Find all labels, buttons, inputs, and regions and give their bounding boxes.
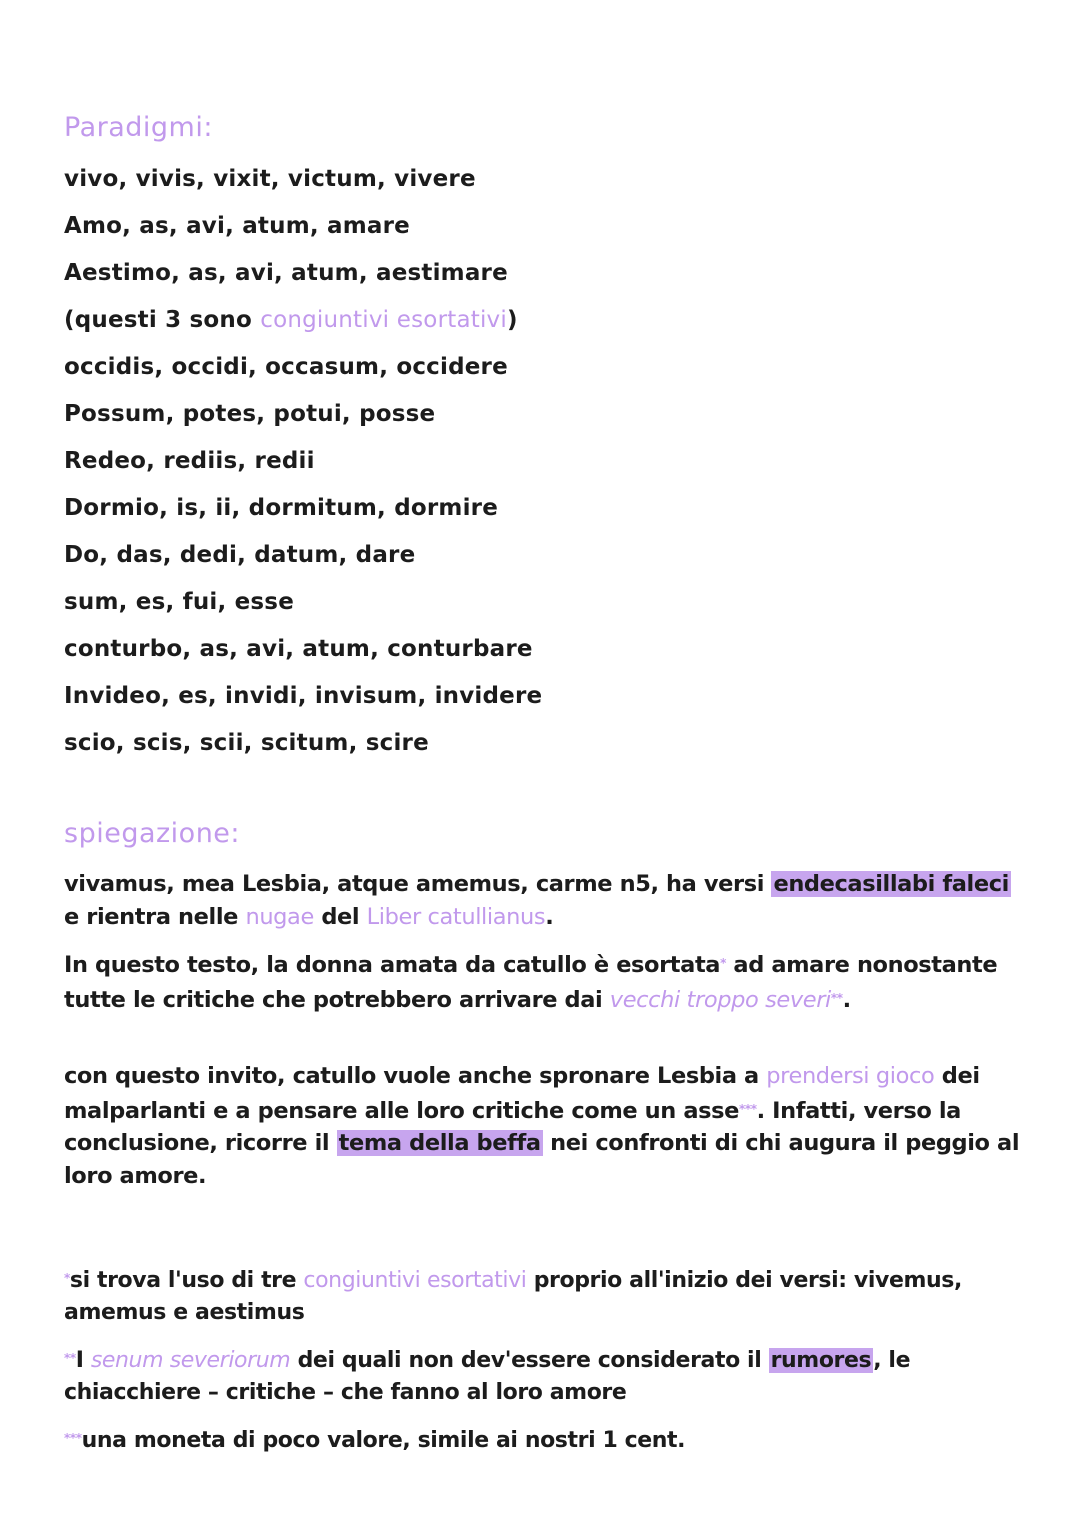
text-span: si trova l'uso di tre [69, 1268, 304, 1293]
paradigm-line: vivo, vivis, vixit, victum, vivere [64, 166, 476, 192]
paradigm-line: Redeo, rediis, redii [64, 448, 315, 474]
paradigm-note [64, 307, 518, 333]
text-span: del [313, 903, 367, 930]
text-span: vivamus, mea Lesbia, atque amemus, carme n5, ha versi [64, 871, 772, 897]
footnote-2 [64, 1342, 1024, 1409]
explanation-paragraph-1 [64, 868, 1024, 933]
text-span: dei malparlanti e a pensare alle loro critiche come un asse [64, 1063, 980, 1124]
note-text: (questi 3 sono [64, 307, 261, 333]
accent-term: nugae [245, 903, 314, 930]
accent-term: Liber catullianus [366, 903, 546, 930]
highlight-mark: tema della beffa [338, 1130, 541, 1156]
footnote-marker: * [64, 1271, 70, 1285]
footnote-marker: * [720, 956, 726, 970]
text-span: nei confronti di chi augura il peggio al loro amore. [64, 1130, 1020, 1189]
paradigm-line: conturbo, as, avi, atum, conturbare [64, 636, 533, 662]
accent-term: senum severiorum [90, 1348, 291, 1373]
paradigm-line: Dormio, is, ii, dormitum, dormire [64, 495, 498, 521]
text-span: In questo testo, la donna amata da catullo è esortata [64, 952, 721, 978]
footnote-marker: ** [830, 990, 843, 1005]
highlight-mark: rumores [770, 1348, 872, 1373]
text-span: e rientra nelle [64, 903, 246, 930]
explanation-paragraph-3 [64, 1060, 1024, 1192]
paradigm-line: Do, das, dedi, datum, dare [64, 542, 416, 568]
text-span: , le chiacchiere – critiche – che fanno al loro amore [64, 1348, 911, 1405]
footnote-marker: *** [64, 1431, 82, 1445]
text-span: con questo invito, catullo vuole anche spronare Lesbia a [64, 1063, 767, 1089]
footnote-marker: ** [64, 1351, 76, 1365]
accent-term: congiuntivi esortativi [303, 1268, 527, 1293]
paradigmi-heading: Paradigmi: [64, 112, 213, 143]
paradigm-line: Amo, as, avi, atum, amare [64, 213, 410, 239]
text-span: ad amare nonostante tutte le critiche che potrebbero arrivare dai [64, 952, 998, 1013]
accent-term: prendersi gioco [766, 1063, 935, 1089]
footnote-1 [64, 1262, 1024, 1329]
text-span: I [75, 1348, 91, 1373]
paradigm-line: scio, scis, scii, scitum, scire [64, 730, 429, 756]
note-accent: congiuntivi esortativi [260, 307, 507, 333]
paradigm-line: Aestimo, as, avi, atum, aestimare [64, 260, 508, 286]
highlight-mark: endecasillabi faleci [773, 871, 1009, 897]
accent-term: vecchi troppo severi [609, 986, 831, 1013]
note-text: ) [506, 307, 518, 333]
footnote-3 [64, 1422, 1024, 1457]
explanation-paragraph-2 [64, 947, 1024, 1016]
footnote-marker: *** [738, 1101, 757, 1116]
paradigm-line: Possum, potes, potui, posse [64, 401, 436, 427]
paradigm-line: Invideo, es, invidi, invisum, invidere [64, 683, 543, 709]
text-span: . [545, 903, 554, 930]
text-span: una moneta di poco valore, simile ai nostri 1 cent. [81, 1428, 686, 1453]
text-span: proprio all'inizio dei versi: vivemus, amemus e aestimus [64, 1268, 962, 1325]
text-span: dei quali non dev'essere considerato il [290, 1348, 769, 1373]
paradigm-line: occidis, occidi, occasum, occidere [64, 354, 508, 380]
paradigm-line: sum, es, fui, esse [64, 589, 294, 615]
spiegazione-heading: spiegazione: [64, 818, 241, 849]
text-span: . [842, 986, 851, 1013]
text-span: . Infatti, verso la conclusione, ricorre il [64, 1097, 961, 1156]
